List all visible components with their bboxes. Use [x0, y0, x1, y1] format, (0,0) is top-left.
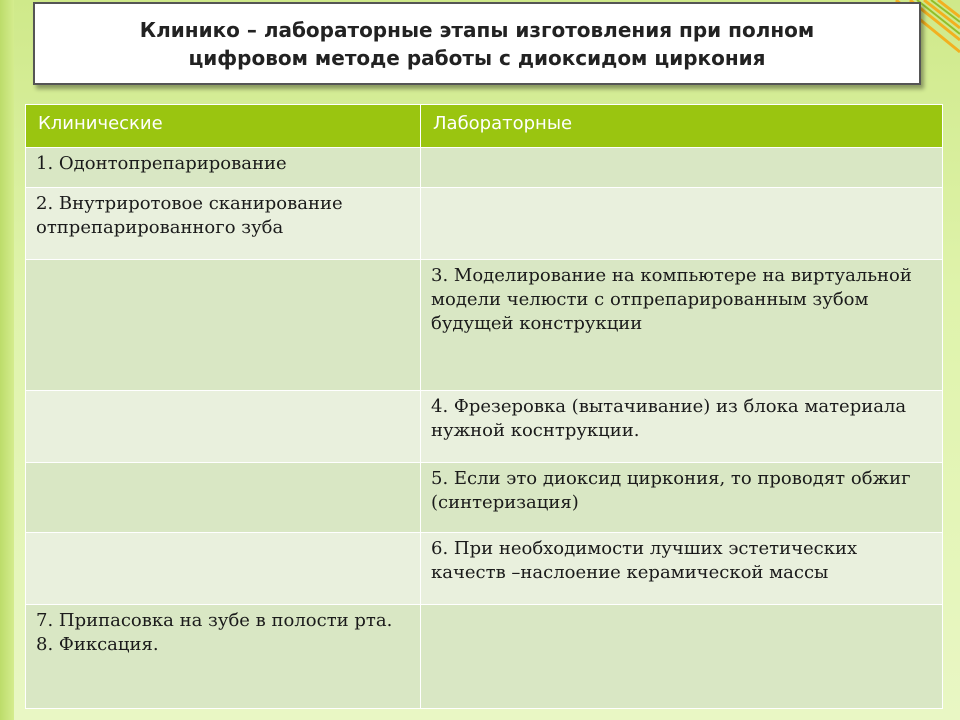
table-row	[26, 533, 943, 605]
cell-laboratory: 3. Моделирование на компьютере на виртуальной модели челюсти с отпрепарированным зубом будущей конструкции	[421, 260, 943, 391]
cell-clinical-line-2: 8. Фиксация.	[36, 634, 159, 655]
table-row	[26, 463, 943, 533]
table-header-row	[26, 105, 943, 148]
title-line-1: Клинико – лабораторные этапы изготовления при полном	[139, 17, 815, 42]
cell-clinical	[26, 463, 421, 533]
title-box	[33, 2, 921, 85]
table-row	[26, 391, 943, 463]
slide-title	[140, 16, 815, 72]
table-row	[26, 605, 943, 709]
cell-clinical-line-1: 7. Припасовка на зубе в полости рта.	[36, 610, 393, 631]
cell-clinical	[26, 605, 421, 709]
table-row	[26, 148, 943, 188]
table-row	[26, 260, 943, 391]
stages-table	[25, 104, 943, 709]
cell-clinical	[26, 260, 421, 391]
cell-laboratory: 5. Если это диоксид циркония, то проводят обжиг (синтеризация)	[421, 463, 943, 533]
title-line-2: цифровом методе работы с диоксидом циркония	[188, 45, 766, 70]
left-accent-strip	[0, 0, 14, 720]
table-row	[26, 188, 943, 260]
cell-clinical	[26, 391, 421, 463]
cell-clinical: 1. Одонтопрепарирование	[26, 148, 421, 188]
header-clinical: Клинические	[26, 105, 421, 148]
cell-laboratory	[421, 605, 943, 709]
cell-clinical	[26, 533, 421, 605]
cell-laboratory	[421, 188, 943, 260]
cell-laboratory: 6. При необходимости лучших эстетических качеств –наслоение керамической массы	[421, 533, 943, 605]
cell-laboratory	[421, 148, 943, 188]
cell-laboratory: 4. Фрезеровка (вытачивание) из блока материала нужной коснтрукции.	[421, 391, 943, 463]
cell-clinical: 2. Внутриротовое сканирование отпрепарированного зуба	[26, 188, 421, 260]
header-laboratory: Лабораторные	[421, 105, 943, 148]
